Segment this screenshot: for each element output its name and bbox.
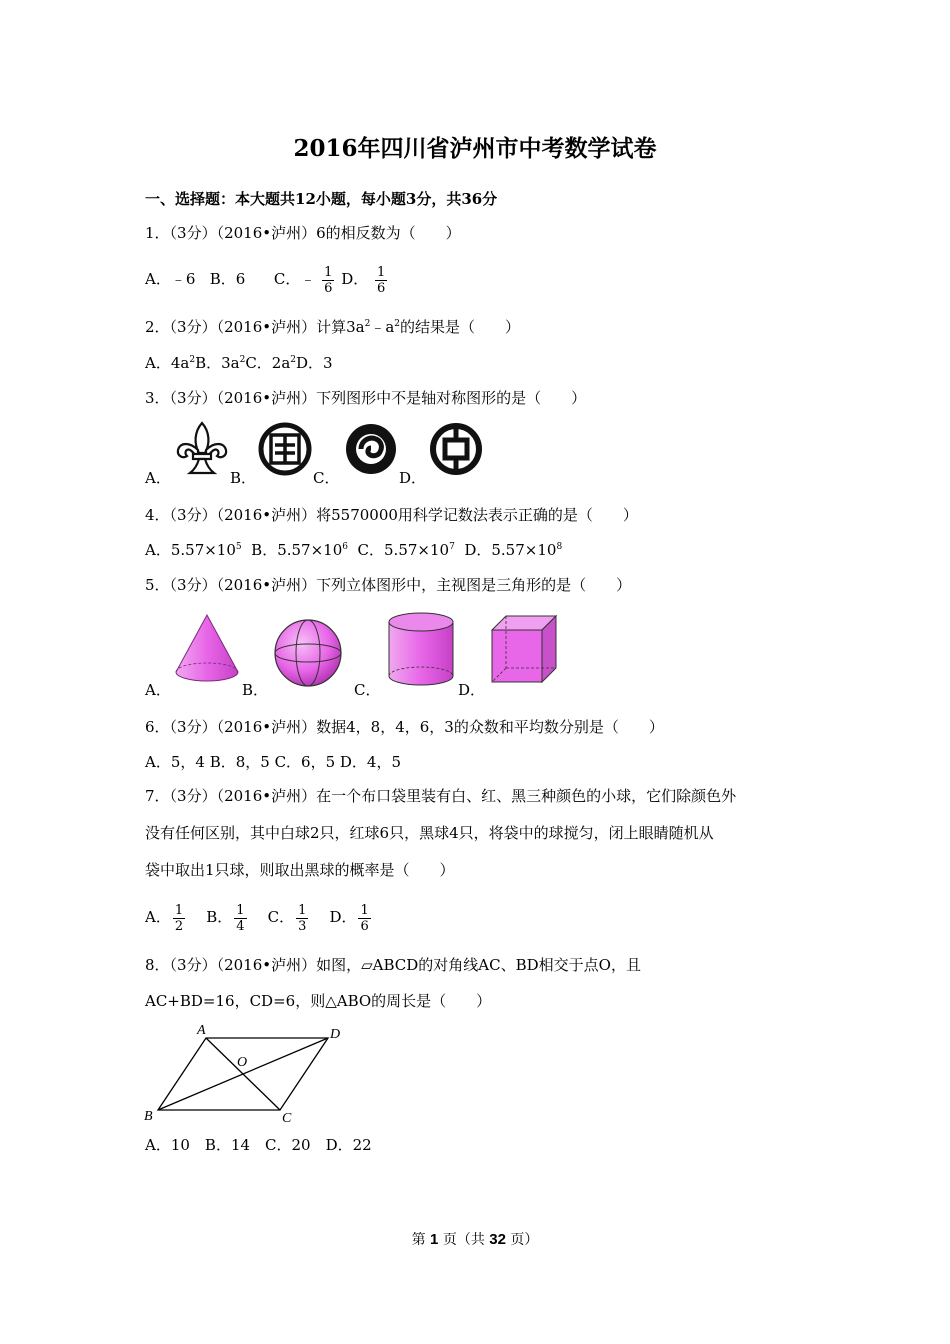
fraction: $\frac{1}{6}$: [360, 902, 369, 934]
page-footer: 第 1 页（共 32 页）: [411, 1231, 539, 1248]
vertex-label-c: C: [282, 1111, 292, 1126]
fraction: $\frac{1}{2}$: [174, 902, 184, 934]
question-2-options: A．$4a^2B$．$3a^2C$．$2a^2D$．3: [145, 354, 333, 372]
question-7-line-3: 袋中取出1只球，则取出黑球的概率是（ ）: [145, 861, 455, 879]
question-4-stem: 4．（3分）（2016•泸州）将5570000用科学记数法表示正确的是（ ）: [145, 506, 638, 524]
question-5-stem: 5．（3分）（2016•泸州）下列立体图形中，主视图是三角形的是（ ）: [145, 576, 632, 594]
question-6-stem: 6．（3分）（2016•泸州）数据4，8，4，6，3的众数和平均数分别是（ ）: [145, 718, 664, 736]
cone-shape: [172, 612, 242, 684]
section-heading: 一、选择题：本大题共12小题，每小题3分，共36分: [145, 190, 498, 208]
question-7-line-2: 没有任何区别，其中白球2只，红球6只，黑球4只，将袋中的球搅匀，闭上眼睛随机从: [145, 824, 714, 842]
question-6-options: A．5，4 B．8，5 C．6，5 D．4，5: [145, 753, 402, 771]
question-4-options: A．$5.57\times 10^5$ B．$5.57\times 10^6$ C．$5.57\times 10^7$ D．$5.57\times 10^8$: [145, 541, 563, 559]
q3-option-a-label: A．: [145, 469, 171, 487]
question-8-options: A．10 B．14 C．20 D．22: [145, 1136, 372, 1154]
vertex-label-b: B: [144, 1109, 153, 1124]
page-title: 2016年四川省泸州市中考数学试卷: [293, 135, 657, 162]
option-d-prefix: D．: [341, 270, 369, 288]
q3-option-b-label: B．: [230, 469, 257, 487]
vertex-label-a: A: [197, 1023, 206, 1038]
option-b: B．6: [209, 270, 246, 288]
question-7-line-1: 7．（3分）（2016•泸州）在一个布口袋里装有白、红、黑三种颜色的小球，它们除颜色外: [145, 787, 737, 805]
parallelogram-diagram: [140, 1020, 350, 1130]
fraction: $\frac{1}{6}$: [324, 264, 333, 296]
question-1-stem: 1．（3分）（2016•泸州）6的相反数为（ ）: [145, 224, 461, 242]
question-7-options: A． $\frac{1}{2}$ B． $\frac{1}{4}$ C． $\frac{1}{3}$ D． $\frac{1}{6}$: [145, 902, 369, 934]
fleur-de-lis-symbol: [172, 420, 232, 478]
q3-option-c-label: C．: [313, 469, 340, 487]
sphere-shape: [272, 617, 344, 689]
bank-of-china-logo: [428, 421, 484, 477]
q3-option-d-label: D．: [399, 469, 427, 487]
q5-option-c-label: C．: [354, 681, 381, 699]
total-pages: 32: [489, 1231, 506, 1248]
bank-logo-1: [257, 421, 313, 477]
fraction: $\frac{1}{6}$: [377, 264, 386, 296]
option-a: A．﹣6: [145, 270, 196, 288]
q5-option-b-label: B．: [242, 681, 269, 699]
fraction: $\frac{1}{4}$: [236, 902, 245, 934]
fraction: $\frac{1}{3}$: [298, 902, 307, 934]
question-1-options: [145, 262, 389, 296]
question-2-stem: 2．（3分）（2016•泸州）计算$3a^2﹣a^2$的结果是（ ）: [145, 318, 521, 336]
question-8-line-2: AC+BD=16，CD=6，则△ABO的周长是（ ）: [145, 992, 492, 1010]
question-8-line-1: 8．（3分）（2016•泸州）如图，▱ABCD的对角线AC、BD相交于点O，且: [145, 956, 641, 974]
bank-logo-2: [343, 421, 399, 477]
question-3-stem: 3．（3分）（2016•泸州）下列图形中不是轴对称图形的是（ ）: [145, 389, 587, 407]
option-c-prefix: C．﹣: [273, 270, 316, 288]
point-label-o: O: [237, 1055, 248, 1070]
cylinder-shape: [385, 610, 457, 688]
current-page: 1: [430, 1231, 439, 1248]
cube-shape: [488, 612, 560, 686]
diagonal-bd: [158, 1038, 328, 1110]
q5-option-a-label: A．: [145, 681, 171, 699]
q5-option-d-label: D．: [458, 681, 486, 699]
vertex-label-d: D: [330, 1027, 341, 1042]
